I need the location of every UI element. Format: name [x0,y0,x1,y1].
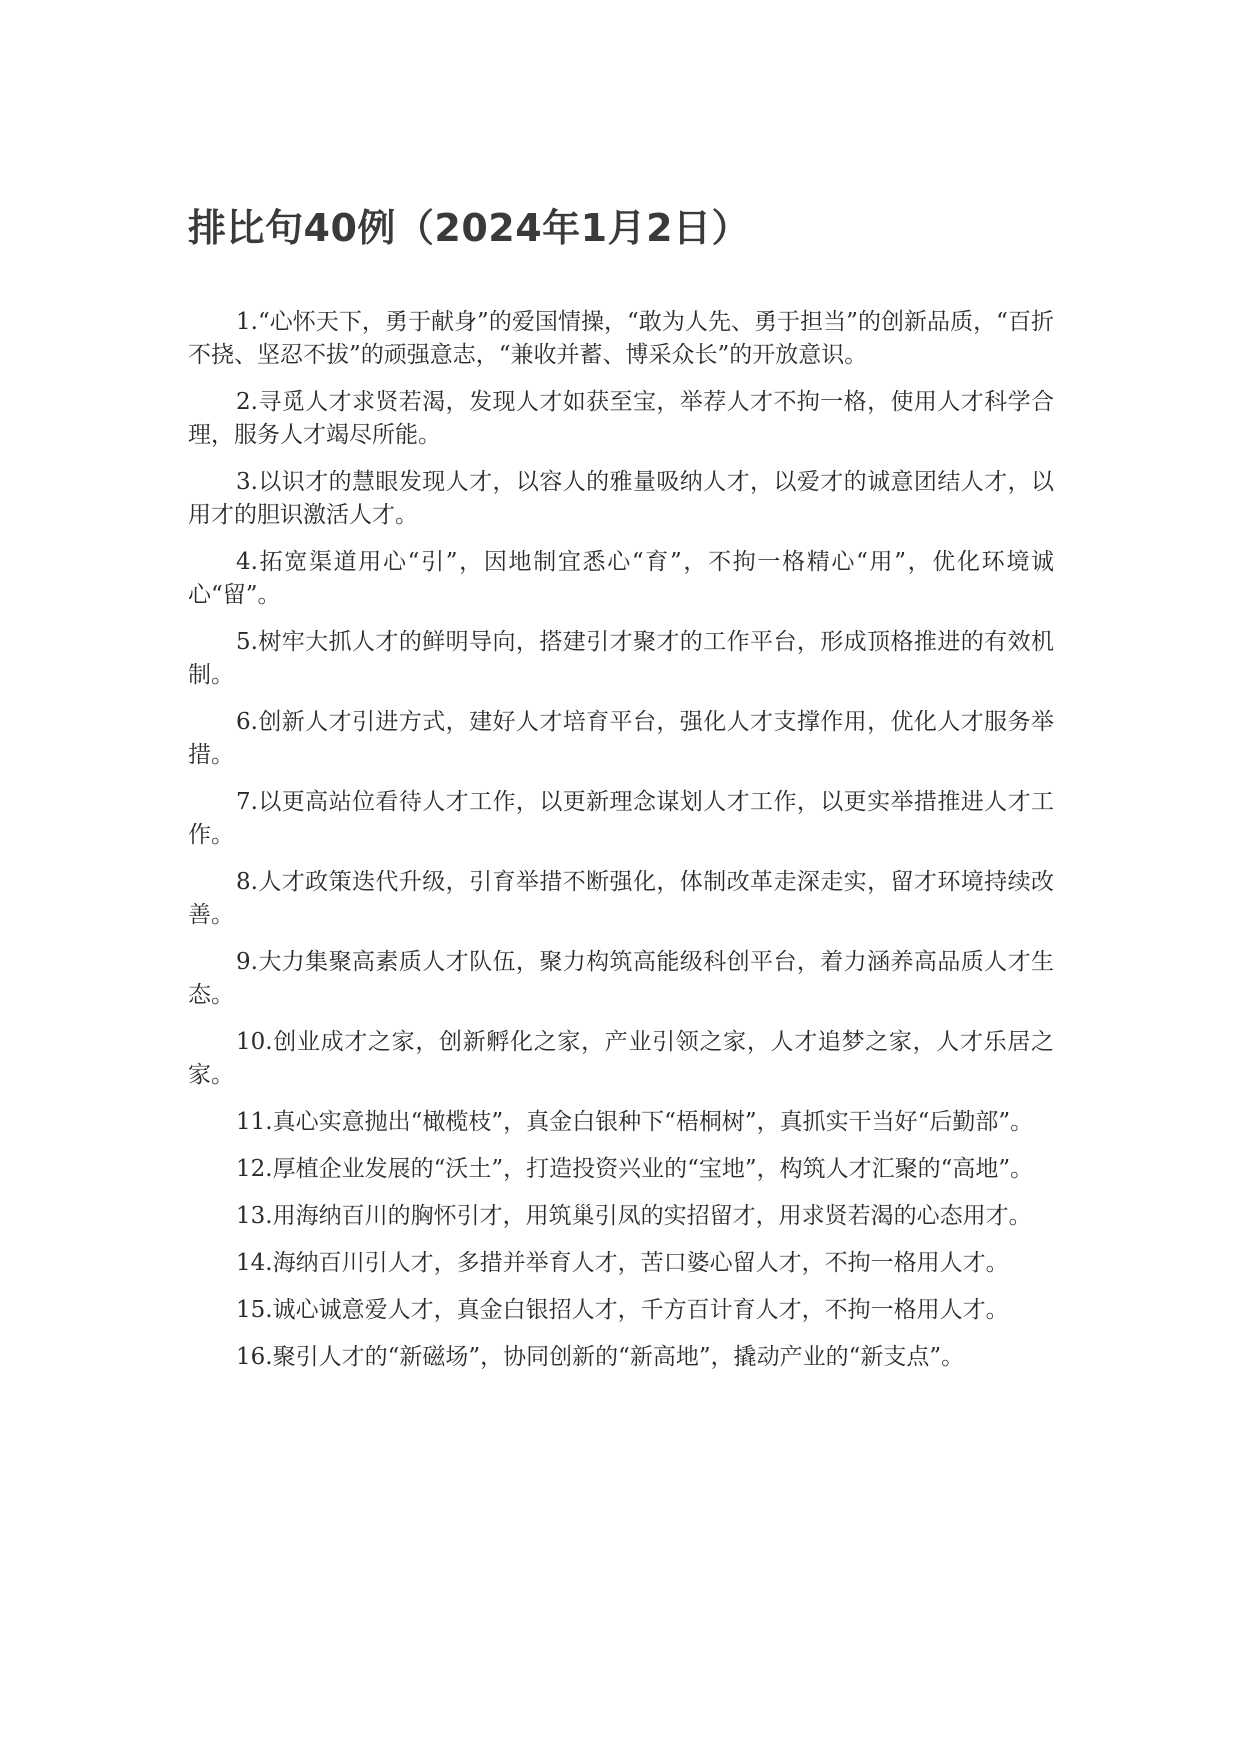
document-title: 排比句40例（2024年1月2日） [188,206,751,250]
example-item: 13.用海纳百川的胸怀引才，用筑巢引凤的实招留才，用求贤若渴的心态用才。 [236,1203,1032,1229]
example-list [188,306,1054,1388]
example-item: 12.厚植企业发展的“沃土”，打造投资兴业的“宝地”，构筑人才汇聚的“高地”。 [236,1156,1034,1182]
example-item: 6.创新人才引进方式，建好人才培育平台，强化人才支撑作用，优化人才服务举措。 [188,709,1054,768]
example-item: 10.创业成才之家，创新孵化之家，产业引领之家，人才追梦之家，人才乐居之家。 [188,1029,1054,1088]
example-item: 16.聚引人才的“新磁场”，协同创新的“新高地”，撬动产业的“新支点”。 [236,1344,965,1370]
example-item: 8.人才政策迭代升级，引育举措不断强化，体制改革走深走实，留才环境持续改善。 [188,869,1054,928]
example-item: 7.以更高站位看待人才工作，以更新理念谋划人才工作，以更实举措推进人才工作。 [188,789,1054,848]
example-item: 3.以识才的慧眼发现人才，以容人的雅量吸纳人才，以爱才的诚意团结人才，以用才的胆识激活人才。 [188,469,1054,528]
example-item: 11.真心实意抛出“橄榄枝”，真金白银种下“梧桐树”，真抓实干当好“后勤部”。 [236,1109,1034,1135]
example-item: 9.大力集聚高素质人才队伍，聚力构筑高能级科创平台，着力涵养高品质人才生态。 [188,949,1054,1008]
example-item: 1.“心怀天下，勇于献身”的爱国情操，“敢为人先、勇于担当”的创新品质，“百折不挠、坚忍不拔”的顽强意志，“兼收并蓄、博采众长”的开放意识。 [188,309,1054,368]
example-item: 15.诚心诚意爱人才，真金白银招人才，千方百计育人才，不拘一格用人才。 [236,1297,1009,1323]
example-item: 4.拓宽渠道用心“引”，因地制宜悉心“育”，不拘一格精心“用”，优化环境诚心“留”。 [188,549,1054,608]
example-item: 5.树牢大抓人才的鲜明导向，搭建引才聚才的工作平台，形成顶格推进的有效机制。 [188,629,1054,688]
example-item: 2.寻觅人才求贤若渴，发现人才如获至宝，举荐人才不拘一格，使用人才科学合理，服务人才竭尽所能。 [188,389,1054,448]
example-item: 14.海纳百川引人才，多措并举育人才，苦口婆心留人才，不拘一格用人才。 [236,1250,1009,1276]
